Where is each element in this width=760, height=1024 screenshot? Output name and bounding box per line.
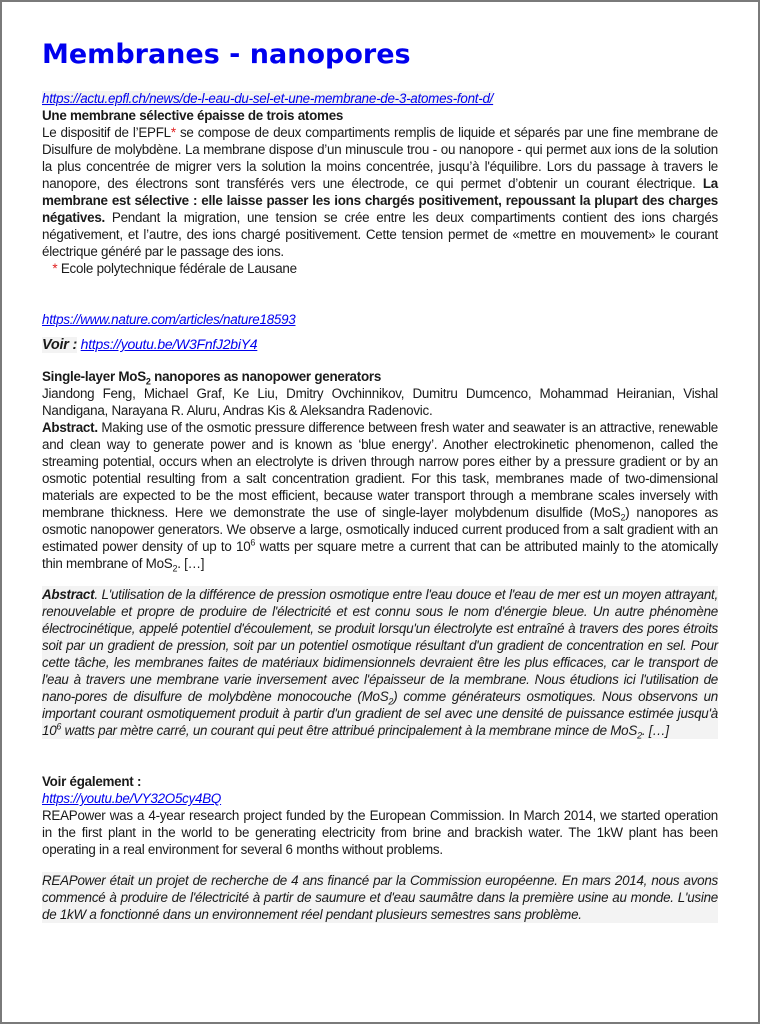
abstract-label: Abstract. (42, 420, 98, 435)
epfl-heading: Une membrane sélective épaisse de trois atomes (42, 108, 344, 123)
footnote-mark: * (52, 261, 58, 276)
epfl-paragraph: Le dispositif de l’EPFL* se compose de deux compartiments remplis de liquide et séparés par une fine membrane de Disulfure de molybdène. La membrane dispose d’un minuscule trou - ou nanopore - qui permet aux ions de la solution la plus concentrée de migrer vers la solution la moins concentrée, jusqu’à l'équilibre. Lors du passage à travers le nanopore, des électrons sont transférés vers une électrode, ce qui permet d’obtenir un courant électrique. La membrane est sélective : elle laisse passer les ions chargés positivement, repoussant la plupart des charges négatives. Pendant la migration, une tension se crée entre les deux compartiments contient des ions chargés négativement, et l’autre, des ions chargé positivement. Cette tension permet de «mettre en mouvement» le courant électrique généré par le passage des ions. (42, 125, 718, 259)
reapower-english: REAPower was a 4-year research project funded by the European Commission. In March 2014, we started operation in the first plant in the world to be generating electricity from brine and brackish water. The 1kW plant has been operating in a real environment for several 6 months without problems. (42, 808, 718, 857)
voir-line (42, 336, 718, 354)
reapower-french: REAPower était un projet de recherche de 4 ans financé par la Commission européenne. En mars 2014, nous avons commencé à produire de l'électricité à partir de saumure et d'eau saumâtre dans la première usine au monde. L'usine de 1kW a fonctionné dans un environnement réel pendant plusieurs semestres sans problème. (42, 873, 718, 922)
nature-article-link[interactable]: https://www.nature.com/articles/nature18593 (42, 312, 296, 327)
epfl-section (42, 90, 718, 277)
youtube-link-1[interactable]: https://youtu.be/W3FnfJ2biY4 (80, 336, 258, 352)
nature-section (42, 311, 718, 739)
abstract-fr-label: Abstract (42, 587, 95, 602)
abstract-french: Abstract. L'utilisation de la différence de pression osmotique entre l'eau douce et l'eau de mer est un moyen attrayant, renouvelable et propre de produire de l'électricité et est connu sous le nom d'énergie bleue. Un autre phénomène électrocinétique, appelé potentiel d'écoulement, se produit lorsqu'un électrolyte est entraîné à travers des pores étroits soit par un gradient de pression, soit par un potentiel osmotique résultant d'un gradient de concentration en sel. Pour cette tâche, les membranes faites de matériaux bidimensionnels devraient être les plus efficaces, car le transport de l'eau à travers une membrane varie inversement avec l'épaisseur de la membrane. Nous étudions ici l'utilisation de nano-pores de disulfure de molybdène monocouche (MoS$_2$) comme générateurs osmotiques. Nous observons un important courant osmotiquement produit à partir d'un gradient de sel avec une densité de puissance estimée jusqu'à $10^6$ watts par mètre carré, un courant qui peut être attribué principalement à la membrane mince de MoS$_2$. […] (42, 587, 718, 741)
asterisk-mark: * (170, 125, 176, 140)
reapower-section (42, 773, 718, 923)
page-title: Membranes - nanopores (42, 39, 411, 70)
document-content (42, 38, 718, 923)
paper-title: Single-layer MoS$_2$ nanopores as nanopower generators (42, 369, 382, 387)
epfl-article-link[interactable]: https://actu.epfl.ch/news/de-l-eau-du-sel-et-une-membrane-de-3-atomes-font-d/ (42, 91, 494, 106)
voir-egalement-heading: Voir également : (42, 774, 142, 789)
epfl-highlight: La membrane est sélective : elle laisse passer les ions chargés positivement, repoussant la plupart des charges négatives. (42, 176, 718, 225)
voir-label: Voir : (42, 337, 78, 353)
abstract-english: Abstract. Making use of the osmotic pressure difference between fresh water and seawater is an attractive, renewable and clean way to generate power and is known as ‘blue energy’. Another electrokinetic phenomenon, called the streaming potential, occurs when an electrolyte is driven through narrow pores either by a pressure gradient or by an osmotic potential resulting from a salt concentration gradient. For this task, membranes made of two-dimensional materials are expected to be the most efficient, because water transport through a membrane scales inversely with membrane thickness. Here we demonstrate the use of single-layer molybdenum disulfide (MoS$_2$) nanopores as osmotic nanopower generators. We observe a large, osmotically induced current produced from a salt gradient with an estimated power density of up to $10^6$ watts per square metre a current that can be attributed mainly to the atomically thin membrane of MoS$_2$. […] (42, 420, 718, 574)
epfl-footnote: * Ecole polytechnique fédérale de Lausane (52, 261, 297, 276)
paper-authors: Jiandong Feng, Michael Graf, Ke Liu, Dmitry Ovchinnikov, Dumitru Dumcenco, Mohammad Heiranian, Vishal Nandigana, Narayana R. Aluru, Andras Kis & Aleksandra Radenovic. (42, 386, 718, 418)
youtube-link-2[interactable]: https://youtu.be/VY32O5cy4BQ (42, 791, 222, 806)
